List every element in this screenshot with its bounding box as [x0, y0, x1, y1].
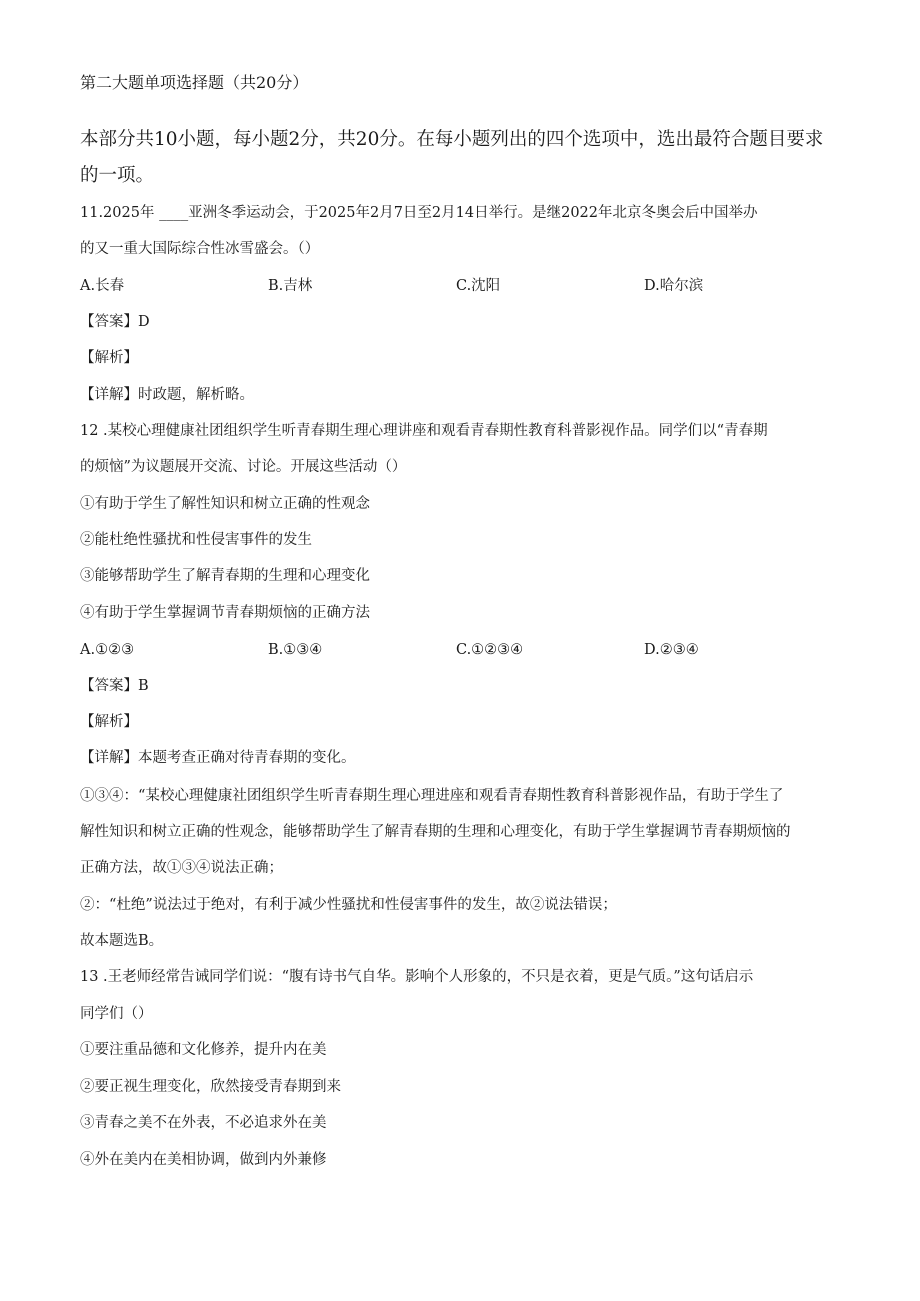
q11-stem-line-1: 11.2025年 ____亚洲冬季运动会，于2025年2月7日至2月14日举行。是继2022年北京冬奥会后中国举办 — [80, 205, 758, 221]
q12-conclusion: 故本题选B。 — [80, 933, 164, 949]
q12-answer: 【答案】B — [80, 678, 149, 694]
q11-detail: 【详解】时政题，解析略。 — [80, 387, 254, 403]
q13-stem-line-2: 同学们（） — [80, 1006, 153, 1022]
q11-option-c: C.沈阳 — [456, 278, 501, 294]
q11-option-a: A.长春 — [80, 278, 125, 294]
q13-item-1: ①要注重品德和文化修养，提升内在美 — [80, 1042, 327, 1058]
q11-answer: 【答案】D — [80, 314, 150, 330]
q12-item-2: ②能杜绝性骚扰和性侵害事件的发生 — [80, 532, 312, 548]
q13-item-3: ③青春之美不在外表，不必追求外在美 — [80, 1115, 327, 1131]
q13-item-4: ④外在美内在美相协调，做到内外兼修 — [80, 1152, 327, 1168]
q12-item-4: ④有助于学生掌握调节青春期烦恼的正确方法 — [80, 605, 370, 621]
q12-explain-line-4: ②：“杜绝”说法过于绝对，有利于减少性骚扰和性侵害事件的发生，故②说法错误； — [80, 897, 617, 913]
q12-item-3: ③能够帮助学生了解青春期的生理和心理变化 — [80, 568, 370, 584]
q12-explain-line-3: 正确方法，故①③④说法正确； — [80, 860, 283, 876]
q12-detail: 【详解】本题考查正确对待青春期的变化。 — [80, 750, 356, 766]
q12-option-d: D.②③④ — [644, 642, 699, 658]
q12-stem-line-1: 12 .某校心理健康社团组织学生听青春期生理心理讲座和观看青春期性教育科普影视作品。同学们以“青春期 — [80, 423, 768, 439]
q12-analysis-label: 【解析】 — [80, 714, 138, 730]
q13-item-2: ②要正视生理变化，欣然接受青春期到来 — [80, 1079, 341, 1095]
intro-line-1: 本部分共10小题，每小题2分，共20分。在每小题列出的四个选项中，选出最符合题目要求 — [80, 129, 824, 150]
q12-option-c: C.①②③④ — [456, 642, 524, 658]
q12-stem-line-2: 的烦恼”为议题展开交流、讨论。开展这些活动（） — [80, 459, 407, 475]
q12-option-a: A.①②③ — [80, 642, 135, 658]
q13-stem-line-1: 13 .王老师经常告诫同学们说：“腹有诗书气自华。影响个人形象的，不只是衣着，更是气质。”这句话启示 — [80, 969, 754, 985]
q11-option-d: D.哈尔滨 — [644, 278, 704, 294]
q12-item-1: ①有助于学生了解性知识和树立正确的性观念 — [80, 496, 370, 512]
q11-option-b: B.吉林 — [268, 278, 313, 294]
intro-line-2: 的一项。 — [80, 165, 155, 186]
q12-explain-line-1: ①③④：“某校心理健康社团组织学生听青春期生理心理进座和观看青春期性教育科普影视作品，有助于学生了 — [80, 788, 784, 804]
q12-option-b: B.①③④ — [268, 642, 323, 658]
q11-analysis-label: 【解析】 — [80, 350, 138, 366]
q11-stem-line-2: 的又一重大国际综合性冰雪盛会。（） — [80, 241, 320, 257]
section-title: 第二大题单项选择题（共20分） — [80, 73, 309, 92]
q12-explain-line-2: 解性知识和树立正确的性观念，能够帮助学生了解青春期的生理和心理变化，有助于学生掌握调节青春期烦恼的 — [80, 824, 791, 840]
